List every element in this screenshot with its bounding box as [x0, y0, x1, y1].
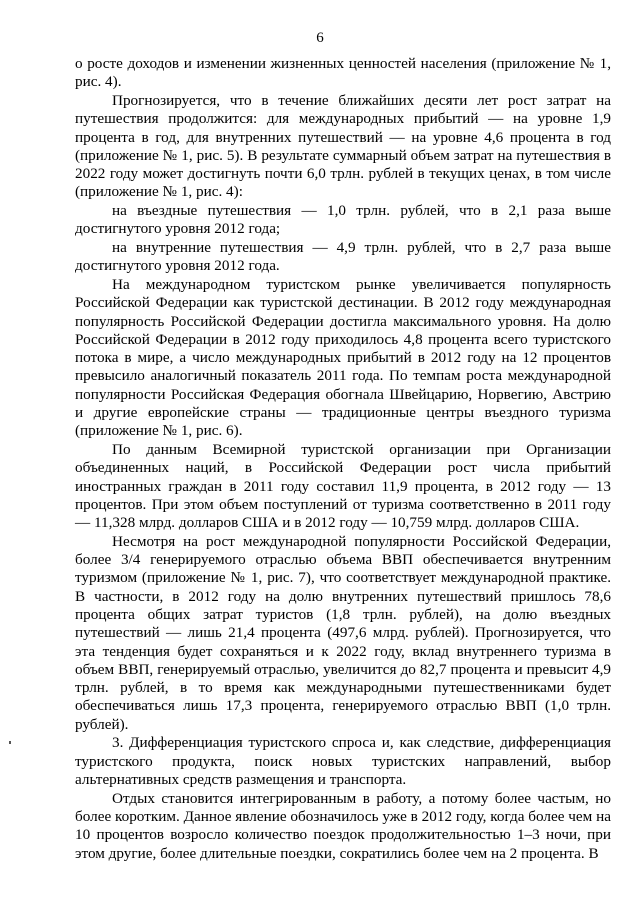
page-number: 6 [316, 30, 324, 46]
document-body [75, 55, 611, 863]
paragraph: По данным Всемирной туристской организации при Организации объединенных наций, в Российской Федерации рост числа прибытий иностранных граждан в 2011 году составил 11,9 процента, в 2012 году — 13 процентов. При этом объем поступлений от туризма соответственно в 2011 году — 11,328 млрд. долларов США и в 2012 году — 10,759 млрд. долларов США. [75, 440, 611, 532]
list-item: на внутренние путешествия — 4,9 трлн. рублей, что в 2,7 раза выше достигнутого уровня 2012 года. [75, 239, 611, 275]
list-item: на въездные путешествия — 1,0 трлн. рублей, что в 2,1 раза выше достигнутого уровня 2012 года; [75, 202, 611, 238]
paragraph: Несмотря на рост международной популярности Российской Федерации, более 3/4 генерируемого отраслью объема ВВП обеспечивается внутренним туризмом (приложение № 1, рис. 7), что соответствует международной практике. В частности, в 2012 году на долю внутренних путешествий пришлось 78,6 процента общих затрат туристов (1,8 трлн. рублей), на долю въездных путешествий — лишь 21,4 процента (497,6 млрд. рублей). Прогнозируется, что эта тенденция будет сохраняться и к 2022 году, вклад внутреннего туризма в объем ВВП, генерируемый отраслью, увеличится до 82,7 процента и превысит 4,9 трлн. рублей, в то время как международными путешественниками будет обеспечиваться лишь 17,3 процента, генерируемого отраслью ВВП (1,0 трлн. рублей). [75, 532, 611, 733]
section-heading: 3. Дифференциация туристского спроса и, как следствие, дифференциация туристского продукта, поиск новых туристских направлений, выбор альтернативных средств размещения и транспорта. [75, 734, 611, 788]
paragraph: о росте доходов и изменении жизненных ценностей населения (приложение № 1, рис. 4). [75, 55, 611, 91]
paragraph: На международном туристском рынке увеличивается популярность Российской Федерации как туристской дестинации. В 2012 году международная популярность Российской Федерации достигла максимального уровня. На долю Российской Федерации в 2012 году приходилось 4,8 процента всего туристского потока в мире, а число международных прибытий в 2012 году на 12 процентов превысило аналогичный показатель 2011 года. По темпам роста международной популярности Российская Федерация обогнала Швейцарию, Норвегию, Австрию и другие европейские страны — традиционные центры въездного туризма (приложение № 1, рис. 6). [75, 275, 611, 440]
scan-speck [9, 741, 11, 744]
paragraph: Прогнозируется, что в течение ближайших десяти лет рост затрат на путешествия продолжится: для международных прибытий — на уровне 1,9 процента в год, для внутренних путешествий — на уровне 4,6 процента в год (приложение № 1, рис. 5). В результате суммарный объем затрат на путешествия в 2022 году может достигнуть почти 6,0 трлн. рублей в текущих ценах, в том числе (приложение № 1, рис. 4): [75, 91, 611, 201]
paragraph: Отдых становится интегрированным в работу, а потому более частым, но более коротким. Данное явление обозначилось уже в 2012 году, когда более чем на 10 процентов возросло количество поездок продолжительностью 1–3 ночи, при этом другие, более длительные поездки, сократились более чем на 2 процента. В [75, 789, 611, 862]
